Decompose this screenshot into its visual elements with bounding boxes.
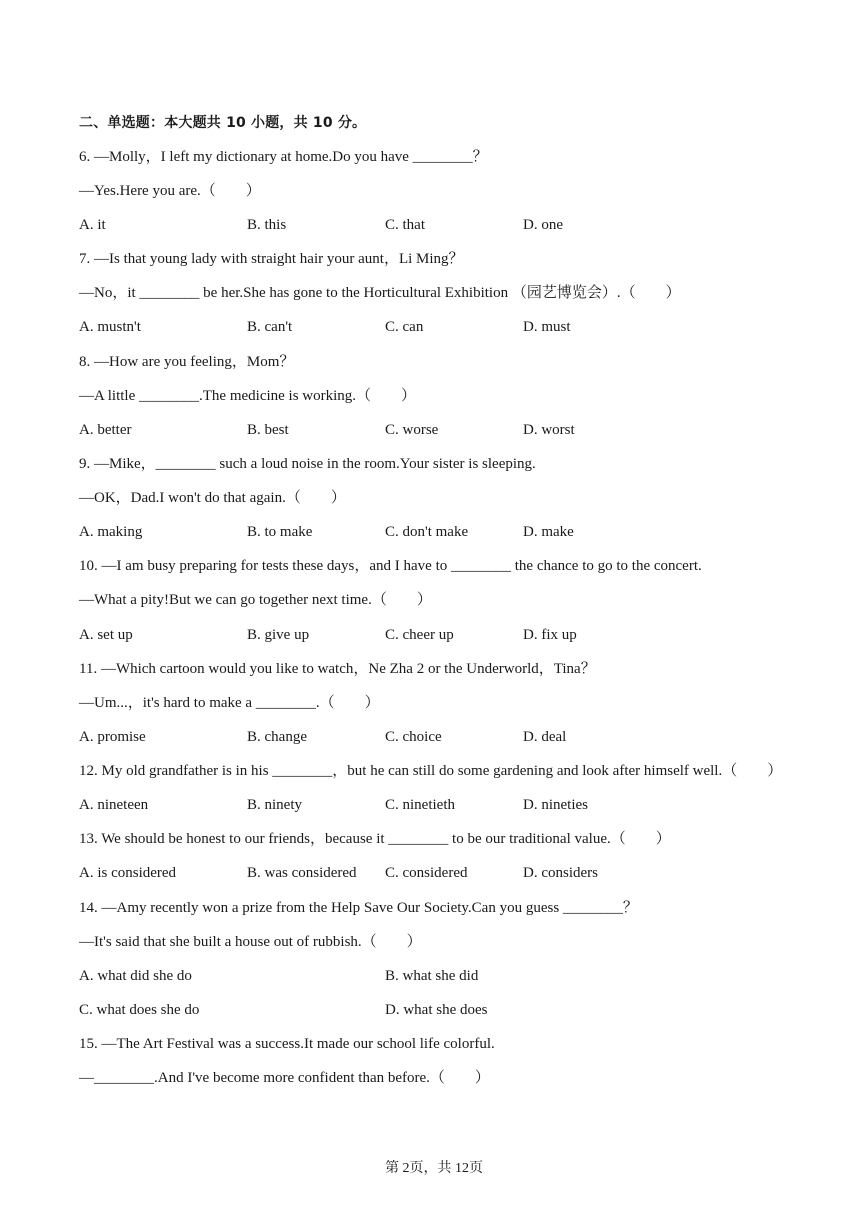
question-6-option-c[interactable]: C. that (385, 217, 425, 233)
question-6-stem: 6. —Molly，I left my dictionary at home.Do you have ________？ (79, 149, 488, 165)
question-7-option-d[interactable]: D. must (523, 319, 571, 335)
question-8-option-d[interactable]: D. worst (523, 422, 575, 438)
question-12-option-d[interactable]: D. nineties (523, 797, 588, 813)
question-9-stem: 9. —Mike，________ such a loud noise in the room.Your sister is sleeping. (79, 456, 536, 472)
question-8-option-a[interactable]: A. better (79, 422, 132, 438)
question-14-option-c[interactable]: C. what does she do (79, 1002, 200, 1018)
question-14-option-b[interactable]: B. what she did (385, 968, 479, 984)
question-13-option-d[interactable]: D. considers (523, 865, 598, 881)
question-8-option-c[interactable]: C. worse (385, 422, 439, 438)
question-8-option-b[interactable]: B. best (247, 422, 289, 438)
question-12-option-c[interactable]: C. ninetieth (385, 797, 455, 813)
question-9-option-c[interactable]: C. don't make (385, 524, 469, 540)
question-8-reply: —A little ________.The medicine is working.（ ） (79, 388, 417, 404)
question-6-option-a[interactable]: A. it (79, 217, 106, 233)
question-14-reply: —It's said that she built a house out of rubbish.（ ） (79, 934, 422, 950)
question-7-option-b[interactable]: B. can't (247, 319, 293, 335)
question-15-stem: 15. —The Art Festival was a success.It made our school life colorful. (79, 1036, 495, 1052)
question-6-reply: —Yes.Here you are.（ ） (79, 183, 261, 199)
question-10-option-a[interactable]: A. set up (79, 627, 133, 643)
question-9-option-a[interactable]: A. making (79, 524, 143, 540)
question-7-reply: —No，it ________ be her.She has gone to the Horticultural Exhibition （园艺博览会）.（ ） (79, 285, 681, 301)
question-10-option-b[interactable]: B. give up (247, 627, 310, 643)
question-11-option-a[interactable]: A. promise (79, 729, 146, 745)
question-11-option-d[interactable]: D. deal (523, 729, 567, 745)
question-10-option-c[interactable]: C. cheer up (385, 627, 454, 643)
question-13-option-b[interactable]: B. was considered (247, 865, 357, 881)
question-6-option-d[interactable]: D. one (523, 217, 563, 233)
question-11-option-b[interactable]: B. change (247, 729, 307, 745)
question-13-option-a[interactable]: A. is considered (79, 865, 177, 881)
question-10-option-d[interactable]: D. fix up (523, 627, 577, 643)
question-6-option-b[interactable]: B. this (247, 217, 287, 233)
question-15-reply: —________.And I've become more confident than before.（ ） (79, 1070, 490, 1086)
question-13-stem: 13. We should be honest to our friends，because it ________ to be our traditional value.（ ） (79, 831, 671, 847)
question-9-option-b[interactable]: B. to make (247, 524, 313, 540)
question-10-stem: 10. —I am busy preparing for tests these days，and I have to ________ the chance to go to the concert. (79, 558, 702, 574)
question-10-reply: —What a pity!But we can go together next time.（ ） (79, 592, 432, 608)
question-9-option-d[interactable]: D. make (523, 524, 574, 540)
question-12-stem: 12. My old grandfather is in his ________，but he can still do some gardening and look after himself well.（ ） (79, 763, 783, 779)
question-13-option-c[interactable]: C. considered (385, 865, 468, 881)
question-9-reply: —OK，Dad.I won't do that again.（ ） (79, 490, 346, 506)
question-8-stem: 8. —How are you feeling，Mom？ (79, 354, 295, 370)
question-7-option-c[interactable]: C. can (385, 319, 424, 335)
page-number: 第 2页，共 12页 (385, 1161, 483, 1176)
question-11-reply: —Um...，it's hard to make a ________.（ ） (79, 695, 380, 711)
section-title: 二、单选题：本大题共 10 小题，共 10 分。 (79, 115, 367, 131)
question-7-stem: 7. —Is that young lady with straight hair your aunt，Li Ming？ (79, 251, 464, 267)
question-12-option-a[interactable]: A. nineteen (79, 797, 149, 813)
question-14-option-d[interactable]: D. what she does (385, 1002, 488, 1018)
question-14-stem: 14. —Amy recently won a prize from the Help Save Our Society.Can you guess ________？ (79, 900, 638, 916)
question-11-stem: 11. —Which cartoon would you like to watch，Ne Zha 2 or the Underworld，Tina？ (79, 661, 596, 677)
question-12-option-b[interactable]: B. ninety (247, 797, 302, 813)
question-14-option-a[interactable]: A. what did she do (79, 968, 192, 984)
question-11-option-c[interactable]: C. choice (385, 729, 442, 745)
question-7-option-a[interactable]: A. mustn't (79, 319, 141, 335)
